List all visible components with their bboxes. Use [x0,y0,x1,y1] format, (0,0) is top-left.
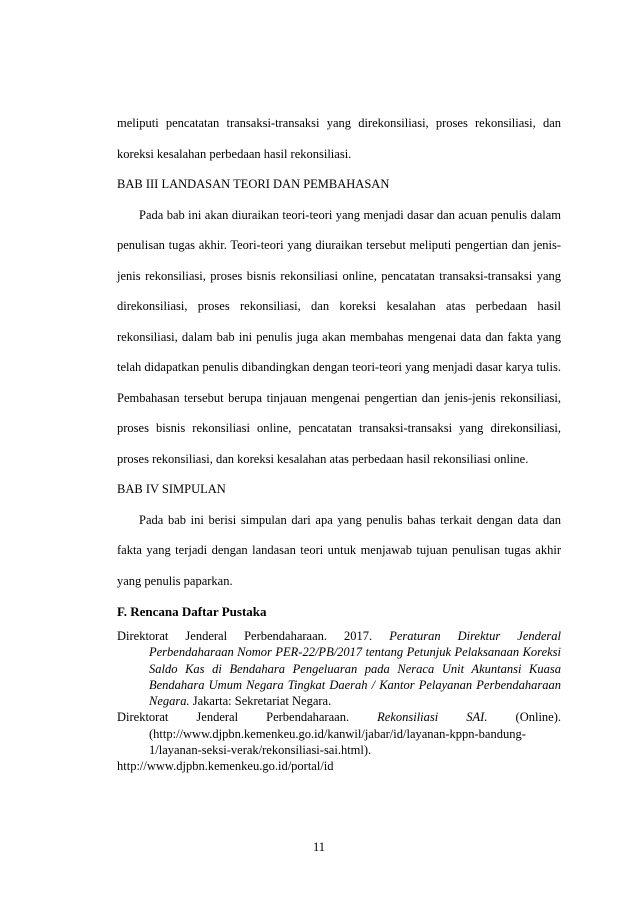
reference-author: Direktorat Jenderal Perbendaharaan. 2017. [117,629,373,643]
section-f-heading: F. Rencana Daftar Pustaka [117,604,267,619]
reference-list [117,628,561,775]
reference-url: http://www.djpbn.kemenkeu.go.id/portal/id [117,759,334,774]
bab-4-paragraph: Pada bab ini berisi simpulan dari apa yang penulis bahas terkait dengan data dan fakta yang terjadi dengan landasan teori untuk menjawab tujuan penulisan tugas akhir yang penulis paparkan. [117,512,561,588]
reference-title: Peraturan Direktur Jenderal Perbendaharaan Nomor PER-22/PB/2017 tentang Petunjuk Pelaksanaan Koreksi Saldo Kas di Bendahara Pengeluaran pada Neraca Unit Akuntansi Kuasa Bendahara Umum Negara Tingkat Daerah / Kantor Pelayanan Perbendaharaan Negara. [149,629,562,709]
bab-3-heading: BAB III LANDASAN TEORI DAN PEMBAHASAN [117,177,390,191]
reference-title: Rekonsiliasi SAI. [377,710,488,725]
body-text [117,108,561,775]
reference-author: Direktorat Jenderal Perbendaharaan. [117,710,350,725]
reference-publisher: Jakarta: Sekretariat Negara. [192,694,332,709]
reference-note: (Online). (http://www.djpbn.kemenkeu.go.id/kanwil/jabar/id/layanan-kppn-bandung-1/layanan-seksi-verak/rekonsiliasi-sai.html). [149,710,562,758]
page-number: 11 [312,840,326,854]
reference-item [117,628,561,709]
paragraph-continuation: meliputi pencatatan transaksi-transaksi yang direkonsiliasi, proses rekonsiliasi, dan koreksi kesalahan perbedaan hasil rekonsiliasi. [117,116,561,161]
reference-item [117,709,561,758]
bab-3-paragraph: Pada bab ini akan diuraikan teori-teori yang menjadi dasar dan acuan penulis dalam penulisan tugas akhir. Teori-teori yang diuraikan tersebut meliputi pengertian dan jenis-jenis rekonsiliasi, proses bisnis rekonsiliasi online, pencatatan transaksi-transaksi yang direkonsiliasi, proses rekonsiliasi, dan koreksi kesalahan atas perbedaan hasil rekonsiliasi, dalam bab ini penulis juga akan membahas mengenai data dan fakta yang telah didapatkan penulis dibandingkan dengan teori-teori yang menjadi dasar karya tulis. Pembahasan tersebut berupa tinjauan mengenai pengertian dan jenis-jenis rekonsiliasi, proses bisnis rekonsiliasi online, pencatatan transaksi-transaksi yang direkonsiliasi, proses rekonsiliasi, dan koreksi kesalahan atas perbedaan hasil rekonsiliasi online. [117,207,561,466]
bab-4-heading: BAB IV SIMPULAN [117,482,226,496]
